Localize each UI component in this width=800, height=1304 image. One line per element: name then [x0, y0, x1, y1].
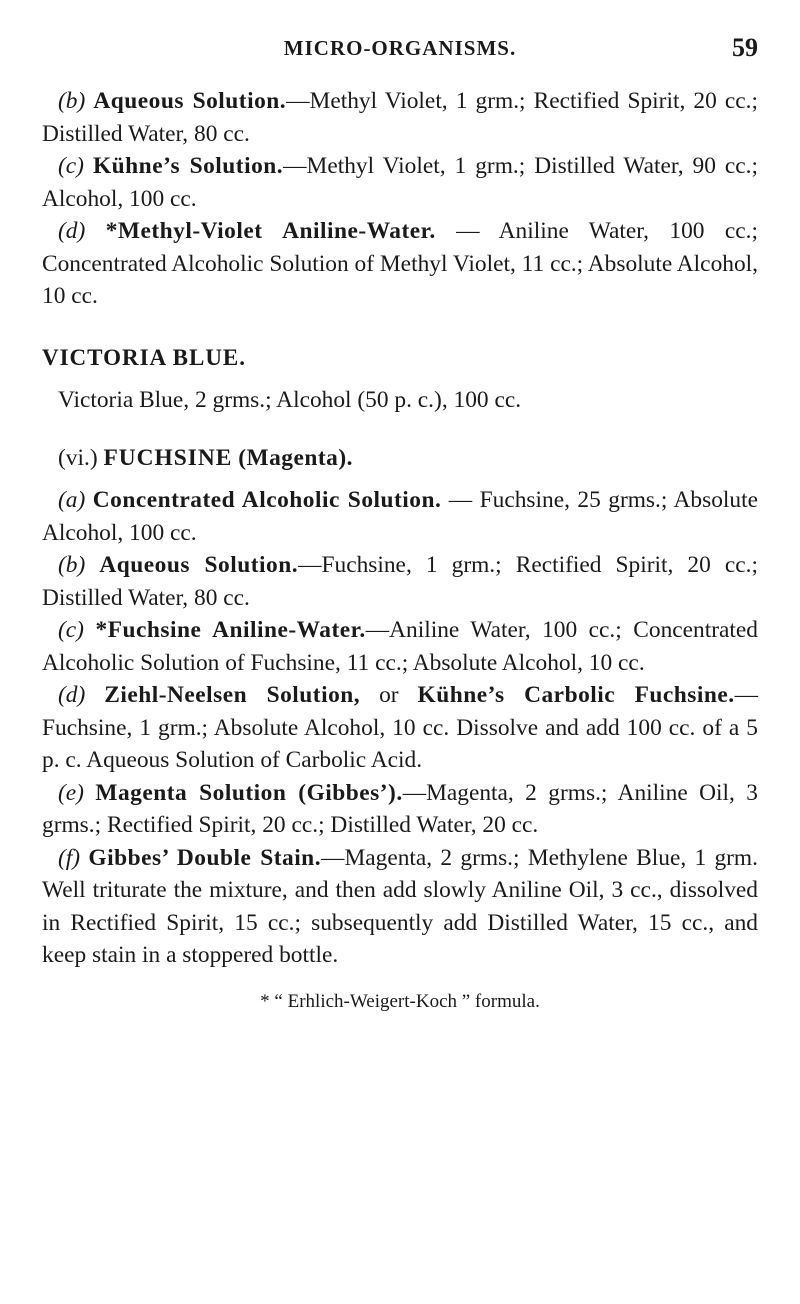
item-text: —Magenta, 2 grms.; Methylene Blue, 1 grm. Well triturate the mixture, and then add slowly Aniline Oil, 3 cc., dissolved in Rectified Spirit, 15 cc.; subsequently add Distilled Water, 15 cc., and keep stain in a stoppered bottle.	[42, 844, 758, 968]
item-label: (f)	[58, 844, 81, 871]
item-title: Gibbes’ Double Stain.	[88, 844, 322, 871]
running-title: MICRO-ORGANISMS.	[283, 36, 517, 60]
item-title: Concentrated Alcoholic Solution.	[92, 487, 442, 513]
section-title: FUCHSINE	[103, 444, 233, 471]
section-label: (vi.)	[58, 444, 98, 471]
item-label: (d)	[58, 218, 86, 244]
section-subtitle: (Magenta).	[238, 444, 353, 471]
page-body	[42, 85, 758, 1014]
fuchsine-item-f	[42, 842, 758, 972]
fuchsine-item-d	[42, 679, 758, 777]
item-label: (a)	[58, 487, 86, 513]
item-label: (b)	[58, 88, 86, 114]
page-number: 59	[732, 33, 758, 62]
item-text: — Aniline Water, 100 cc.; Concentrated Alcoholic Solution of Methyl Violet, 11 cc.; Absolute Alcohol, 10 cc.	[42, 218, 758, 309]
item-connector: or	[360, 682, 418, 708]
victoria-blue-paragraph: Victoria Blue, 2 grms.; Alcohol (50 p. c.), 100 cc.	[58, 387, 522, 413]
footnote: * “ Erhlich-Weigert-Koch ” formula.	[260, 990, 540, 1012]
item-label: (c)	[58, 617, 84, 643]
fuchsine-item-b	[42, 549, 758, 614]
item-text: — Fuchsine, 25 grms.; Absolute Alcohol, 100 cc.	[42, 487, 758, 546]
methyl-violet-aqueous-paragraph	[42, 85, 758, 150]
item-label: (d)	[58, 682, 86, 708]
fuchsine-item-c	[42, 614, 758, 679]
item-text: —Aniline Water, 100 cc.; Concentrated Alcoholic Solution of Fuchsine, 11 cc.; Absolute Alcohol, 10 cc.	[42, 617, 758, 676]
item-text: —Fuchsine, 1 grm.; Rectified Spirit, 20 cc.; Distilled Water, 80 cc.	[42, 552, 758, 611]
item-text: —Methyl Violet, 1 grm.; Distilled Water, 90 cc.; Alcohol, 100 cc.	[42, 153, 759, 212]
running-head	[42, 28, 758, 68]
item-title: Aqueous Solution.	[93, 88, 287, 114]
item-label: (e)	[58, 779, 84, 806]
item-text: —Magenta, 2 grms.; Aniline Oil, 3 grms.; Rectified Spirit, 20 cc.; Distilled Water, 20 cc.	[42, 779, 758, 838]
item-label: (b)	[58, 552, 86, 578]
fuchsine-heading	[42, 442, 758, 475]
item-title: Ziehl-Neelsen Solution,	[104, 682, 361, 708]
item-title: *Fuchsine Aniline-Water.	[95, 617, 366, 643]
item-title-alt: Kühne’s Carbolic Fuchsine.	[417, 682, 735, 708]
item-label: (c)	[58, 153, 84, 179]
item-title: Aqueous Solution.	[99, 552, 299, 578]
item-title: *Methyl-Violet Aniline-Water.	[105, 218, 436, 244]
item-text: —Fuchsine, 1 grm.; Absolute Alcohol, 10 cc. Dissolve and add 100 cc. of a 5 p. c. Aqueous Solution of Carbolic Acid.	[42, 682, 759, 773]
fuchsine-item-e	[42, 777, 758, 842]
kuhne-solution-paragraph	[42, 150, 758, 215]
item-text: —Methyl Violet, 1 grm.; Rectified Spirit, 20 cc.; Distilled Water, 80 cc.	[42, 88, 758, 147]
item-title: Magenta Solution (Gibbes’).	[95, 779, 403, 806]
item-title: Kühne’s Solution.	[92, 153, 284, 179]
victoria-blue-heading: VICTORIA BLUE.	[42, 344, 247, 370]
fuchsine-item-a	[42, 484, 758, 549]
methyl-violet-aniline-paragraph	[42, 215, 758, 313]
